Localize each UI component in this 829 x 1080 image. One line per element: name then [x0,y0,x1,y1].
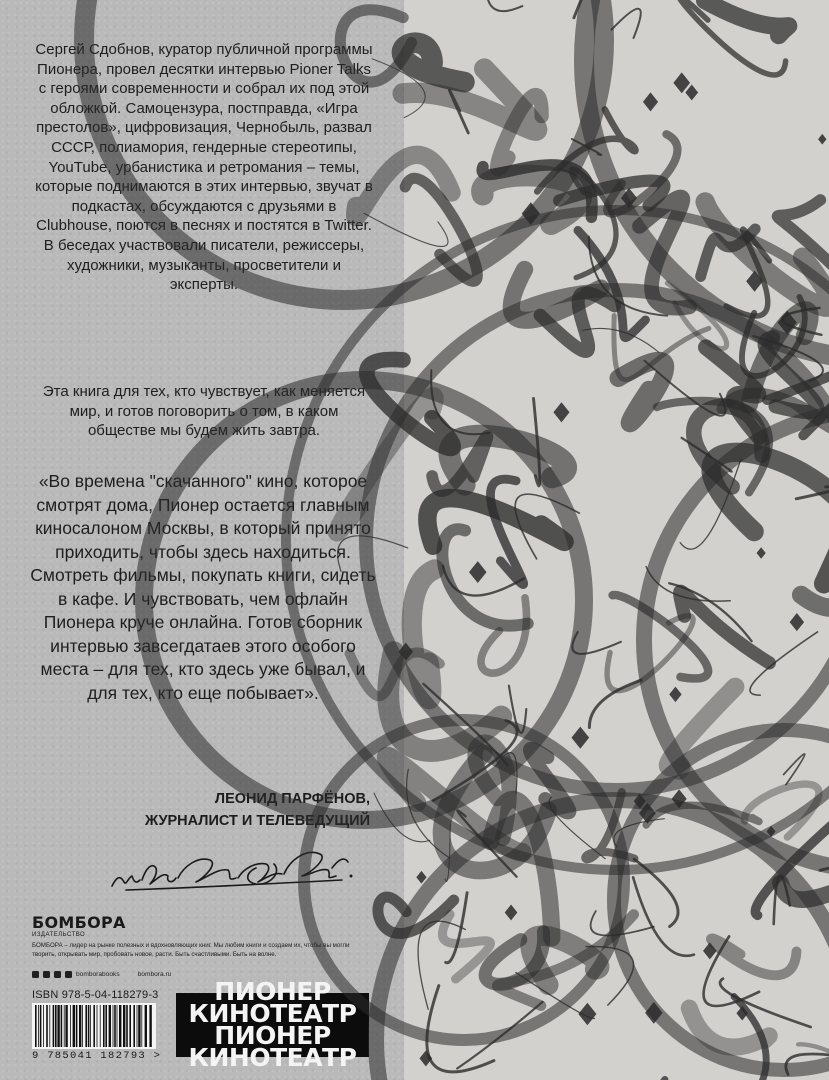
social-handle: bomborabooks [76,971,120,978]
publisher-website: bombora.ru [137,971,172,978]
isbn-number: ISBN 978-5-04-118279-3 [32,989,159,1001]
instagram-icon [54,971,61,978]
publisher-name: БОМБОРА [32,913,126,932]
publisher-socials [32,971,171,978]
barcode-digits: 9 785041 182793 > [32,1050,162,1062]
quote-author-role: ЖУРНАЛИСТ И ТЕЛЕВЕДУЩИЙ [145,813,370,829]
signature-graphic [106,838,356,898]
publisher-logo [32,915,126,938]
blurb-paragraph-2: Эта книга для тех, кто чувствует, как меняется мир, и готов поговорить о том, в каком обществе мы будем жить завтра. [42,383,366,440]
publisher-subtitle: ИЗДАТЕЛЬСТВО [32,932,86,938]
blurb-paragraph-1: Сергей Сдобнов, куратор публичной программы Пионера, провел десятки интервью Pioner Talks с героями современности и собрал их под этой обложкой. Самоцензура, постправда, «Игра престолов», цифровизация, Чернобыль, развал СССР, полиамория, гендерные стереотипы, YouTube, урбанистика и ретромания – темы, которые поднимаются в этих интервью, звучат в подкастах, обсуждаются с друзьями в Clubhouse, поются в песнях и постятся в Twitter. В беседах участвовали писатели, режиссеры, художники, музыканты, просветители и эксперты. [35,41,373,294]
cinema-logo-line-3: ПИОНЕР [214,1021,331,1050]
calligraphy-artwork-panel [404,0,829,1080]
barcode-graphic [32,1003,156,1049]
publisher-description: БОМБОРА – лидер на рынке полезных и вдохновляющих книг. Мы любим книги и создаем их, чтобы вы могли творить, открывать мир, пробовать новое, расти. Быть счастливыми. Быть на волне. [32,942,350,958]
cinema-logo-line-1: ПИОНЕР [214,977,331,1006]
cinema-logo-line-4: КИНОТЕАТР [188,1043,357,1072]
quote-author: ЛЕОНИД ПАРФЁНОВ, [214,791,370,807]
facebook-icon [32,971,39,978]
cinema-logo [176,977,369,1072]
cinema-logo-line-2: КИНОТЕАТР [188,999,357,1028]
youtube-icon [65,971,72,978]
isbn-barcode [32,989,162,1062]
endorsement-quote: «Во времена "скачанного" кино, которое смотрят дома, Пионер остается главным киносалоном Москвы, в который принято приходить, чтобы здесь находиться. Смотреть фильмы, покупать книги, сидеть в кафе. И чувствовать, чем офлайн Пионера круче онлайна. Готов сборник интервью завсегдатаев этого особого места – для тех, кто здесь уже бывал, и для тех, кто еще побывает». [30,471,376,703]
calligraphy-artwork [404,0,829,1080]
vk-icon [43,971,50,978]
